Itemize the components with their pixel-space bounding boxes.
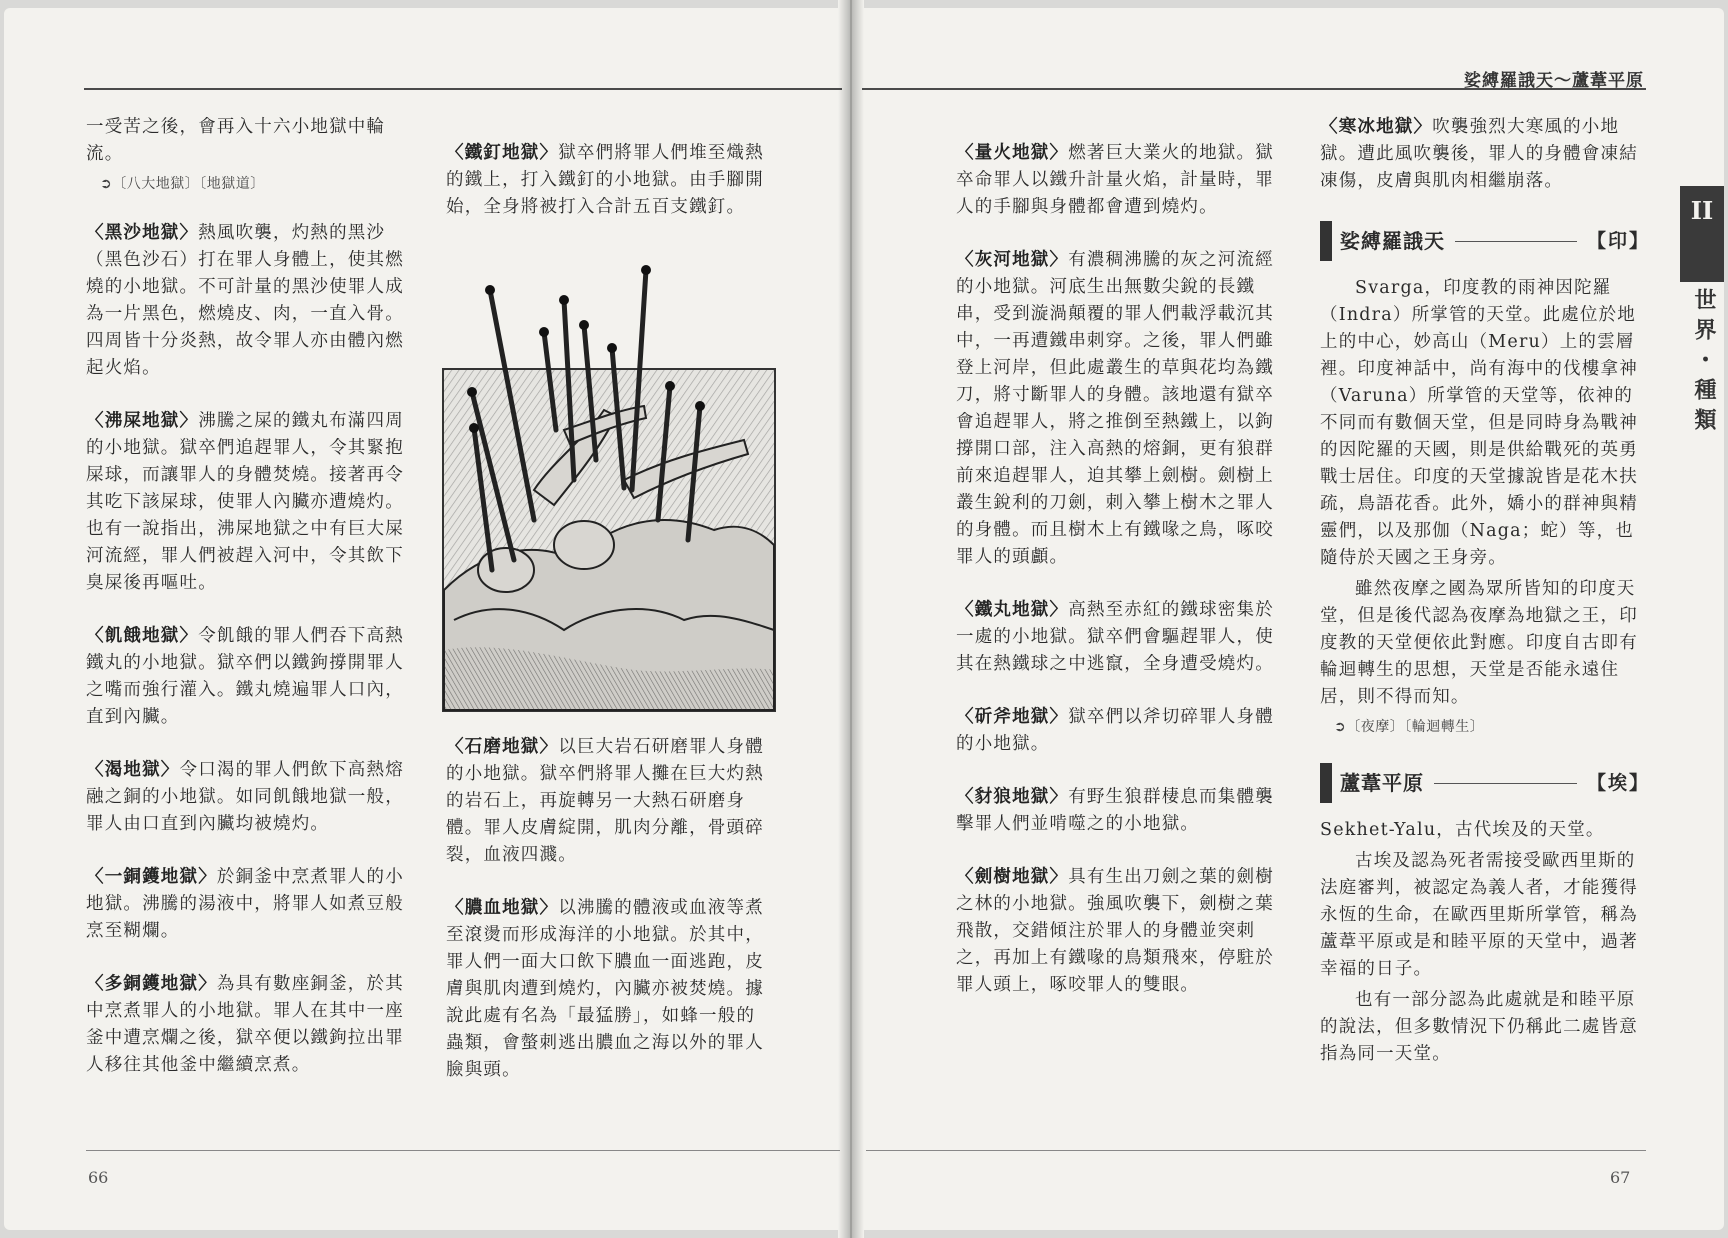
- right-footer-rule: [866, 1150, 1646, 1151]
- entry-text: 令飢餓的罪人們吞下高熱鐵丸的小地獄。獄卒們以鐵鉤撐開罪人之嘴而強行灌入。鐵丸燒遍罪人口內，直到內臟。: [86, 626, 404, 727]
- left-header-rule: [84, 88, 842, 90]
- entry-text: 有野生狼群棲息而集體襲擊罪人們並啃噬之的小地獄。: [956, 787, 1274, 834]
- entry-text: 令口渴的罪人們飲下高熱熔融之銅的小地獄。如同飢餓地獄一般，罪人由口直到內臟均被燒灼。: [86, 760, 404, 834]
- entry-cold-ice: [1320, 114, 1650, 195]
- entry-term: 〈膿血地獄〉: [446, 898, 559, 918]
- entry-text: 獄卒們將罪人們堆至熾熱的鐵上，打入鐵釘的小地獄。由手腳開始，全身將被打入合計五百支鐵釘。: [446, 143, 764, 217]
- entry-text: 高熱至赤紅的鐵球密集於一處的小地獄。獄卒們會驅趕罪人，使其在熱鐵球之中逃竄，全身遭受燒灼。: [956, 600, 1274, 674]
- entry-iron-nails: [446, 140, 770, 221]
- entry-thirst: [86, 757, 408, 838]
- entry-black-sand: [86, 220, 408, 382]
- entry-term: 〈斫斧地獄〉: [956, 707, 1069, 727]
- heading-bar: [1320, 763, 1332, 803]
- entry-text: 吹襲強烈大寒風的小地獄。遭此風吹襲後，罪人的身體會凍結凍傷，皮膚與肌肉相繼崩落。: [1320, 117, 1638, 191]
- entry-boiling-dung: [86, 408, 408, 597]
- right-column-1: [956, 140, 1286, 1025]
- book-gutter: [838, 0, 864, 1238]
- entry-text: 於銅釜中烹煮罪人的小地獄。沸騰的湯液中，將罪人如煮豆般烹至糊爛。: [86, 867, 404, 941]
- entry-term: 〈鐵釘地獄〉: [446, 143, 559, 163]
- entry-term: 〈石磨地獄〉: [446, 737, 559, 757]
- entry-term: 〈量火地獄〉: [956, 143, 1069, 163]
- paragraph: 雖然夜摩之國為眾所皆知的印度天堂，但是後代認為夜摩為地獄之王，印度教的天堂便依此對應。印度自古即有輪迴轉生的思想，天堂是否能永遠住居，則不得而知。: [1320, 579, 1638, 707]
- entry-text: 沸騰之屎的鐵丸布滿四周的小地獄。獄卒們追趕罪人，令其緊抱屎球，而讓罪人的身體焚燒。接著再令其吃下該屎球，使罪人內臟亦遭燒灼。也有一說指出，沸屎地獄之中有巨大屎河流經，罪人們被趕入河中，令其飲下臭屎後再嘔吐。: [86, 411, 404, 593]
- entry-text: 以沸騰的體液或血液等煮至滾燙而形成海洋的小地獄。於其中，罪人們一面大口飲下膿血一面逃跑，皮膚與肌肉遭到燒灼，內臟亦被焚燒。據說此處有名為「最猛勝」，如蜂一般的蟲類，會螫刺逃出膿血之海以外的罪人臉與頭。: [446, 898, 764, 1080]
- section-heading-svarga: [1320, 221, 1650, 261]
- chapter-tab-label: 世界・種類: [1691, 288, 1717, 438]
- section-origin-tag: 【埃】: [1586, 771, 1650, 794]
- section-title: 娑縛羅誐天: [1340, 228, 1445, 253]
- illustration-iron-nail-hell: [442, 368, 776, 712]
- chapter-tab-number: II: [1690, 196, 1714, 225]
- entry-term: 〈一銅鑊地獄〉: [86, 867, 217, 887]
- left-column-1: [86, 114, 408, 1105]
- entry-term: 〈渴地獄〉: [86, 760, 180, 780]
- left-footer-rule: [86, 1150, 840, 1151]
- entry-text: 為具有數座銅釜，於其中烹煮罪人的小地獄。罪人在其中一座釜中遭烹爛之後，獄卒便以鐵鉤拉出罪人移往其他釜中繼續烹煮。: [86, 974, 404, 1075]
- right-column-2: [1320, 114, 1650, 1072]
- entry-pus-blood: [446, 895, 770, 1084]
- entry-text: 具有生出刀劍之葉的劍樹之林的小地獄。強風吹襲下，劍樹之葉飛散，交錯傾注於罪人的身體並突刺之，再加上有鐵喙的鳥類飛來，停駐於罪人頭上，啄咬罪人的雙眼。: [956, 867, 1274, 995]
- page-number-right: 67: [1610, 1168, 1631, 1187]
- illustration-drawing: [444, 370, 774, 710]
- entry-term: 〈黑沙地獄〉: [86, 223, 199, 243]
- paragraph: 一受苦之後，會再入十六小地獄中輪流。: [86, 117, 386, 164]
- entry-term: 〈鐵丸地獄〉: [956, 600, 1069, 620]
- entry-term: 〈劍樹地獄〉: [956, 867, 1069, 887]
- entry-millstone: [446, 734, 770, 869]
- paragraph: 古埃及認為死者需接受歐西里斯的法庭審判，被認定為義人者，才能獲得永恆的生命，在歐西里斯所掌管，稱為蘆葦平原或是和睦平原的天堂中，過著幸福的日子。: [1320, 851, 1638, 979]
- entry-measuring-fire: [956, 140, 1286, 221]
- running-header: 娑縛羅誐天～蘆葦平原: [1464, 71, 1644, 91]
- entry-ash-river: [956, 247, 1286, 571]
- cross-reference: ➲〔八大地獄〕〔地獄道〕: [100, 176, 265, 192]
- entry-wolves: [956, 784, 1286, 838]
- paragraph: 也有一部分認為此處就是和睦平原的說法，但多數情況下仍稱此二處皆意指為同一天堂。: [1320, 990, 1638, 1064]
- section-origin-tag: 【印】: [1586, 229, 1650, 252]
- entry-axe: [956, 704, 1286, 758]
- entry-term: 〈豺狼地獄〉: [956, 787, 1069, 807]
- entry-text: 燃著巨大業火的地獄。獄卒命罪人以鐵升計量火焰，計量時，罪人的手腳與身體都會遭到燒灼。: [956, 143, 1274, 217]
- entry-text: 有濃稠沸騰的灰之河流經的小地獄。河底生出無數尖銳的長鐵串，受到漩渦顛覆的罪人們載浮載沉其中，一再遭鐵串刺穿。之後，罪人們雖登上河岸，但此處叢生的草與花均為鐵刀，將寸斷罪人的身體。該地還有獄卒會追趕罪人，將之推倒至熱鐵上，以鉤撐開口部，注入高熱的熔銅，更有狼群前來追趕罪人，迫其攀上劍樹。劍樹上叢生銳利的刀劍，刺入攀上樹木之罪人的身體。而且樹木上有鐵喙之鳥，啄咬罪人的頭顱。: [956, 250, 1274, 567]
- entry-term: 〈灰河地獄〉: [956, 250, 1069, 270]
- entry-iron-ball: [956, 597, 1286, 678]
- heading-bar: [1320, 221, 1332, 261]
- entry-text: 以巨大岩石研磨罪人身體的小地獄。獄卒們將罪人攤在巨大灼熱的岩石上，再旋轉另一大熱石研磨身體。罪人皮膚綻開，肌肉分離，骨頭碎裂，血液四濺。: [446, 737, 764, 865]
- cross-reference: ➲〔夜摩〕〔輪迴轉生〕: [1334, 719, 1485, 735]
- paragraph: Sekhet-Yalu，古代埃及的天堂。: [1320, 820, 1605, 840]
- entry-term: 〈沸屎地獄〉: [86, 411, 199, 431]
- entry-text: 熱風吹襲，灼熱的黑沙（黑色沙石）打在罪人身體上，使其燃燒的小地獄。不可計量的黑沙使罪人成為一片黑色，燃燒皮、肉，一直入骨。四周皆十分炎熱，故令罪人亦由體內燃起火焰。: [86, 223, 404, 378]
- paragraph: Svarga，印度教的雨神因陀羅（Indra）所掌管的天堂。此處位於地上的中心，妙高山（Meru）上的雲層裡。印度神話中，尚有海中的伐樓拿神（Varuna）所掌管的天堂等，依神的不同而有數個天堂，但是同時身為戰神的因陀羅的天國，則是供給戰死的英勇戰士居住。印度的天堂據說皆是花木扶疏，鳥語花香。此外，嬌小的群神與精靈們，以及那伽（Naga；蛇）等，也隨侍於天國之王身旁。: [1320, 278, 1638, 568]
- entry-hunger: [86, 623, 408, 731]
- left-column-2-lower: [446, 734, 770, 1110]
- entry-one-cauldron: [86, 864, 408, 945]
- heading-line: [1455, 241, 1577, 242]
- page-number-left: 66: [88, 1168, 109, 1187]
- entry-term: 〈飢餓地獄〉: [86, 626, 199, 646]
- entry-text: 獄卒們以斧切碎罪人身體的小地獄。: [956, 707, 1274, 754]
- entry-many-cauldrons: [86, 971, 408, 1079]
- entry-term: 〈寒冰地獄〉: [1320, 117, 1433, 137]
- entry-sword-trees: [956, 864, 1286, 999]
- left-column-2: [446, 140, 770, 247]
- section-title: 蘆葦平原: [1340, 770, 1424, 795]
- entry-term: 〈多銅鑊地獄〉: [86, 974, 217, 994]
- heading-line: [1434, 783, 1577, 784]
- section-heading-reed-plain: [1320, 763, 1650, 803]
